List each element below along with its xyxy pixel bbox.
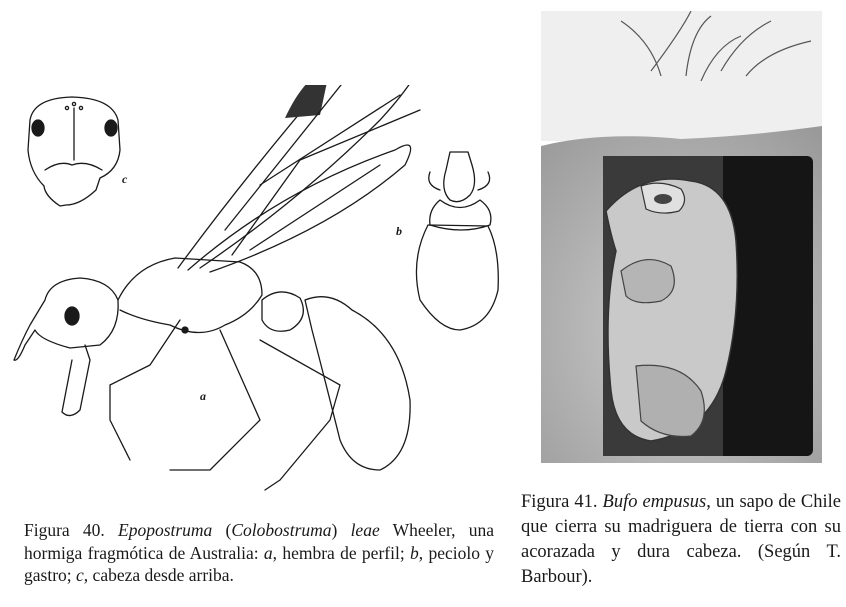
ant-wings-drawing bbox=[178, 85, 428, 272]
ant-body-profile-drawing bbox=[14, 258, 410, 490]
figure-40-caption: Figura 40. Epopostruma (Colobostruma) leae Wheeler, una hormiga fragmótica de Australia: a, hembra de perfil; b, peciolo y gastro; c, cabeza desde arriba. bbox=[24, 520, 495, 585]
figure-40-label-a: a bbox=[200, 389, 206, 403]
ant-petiole-gaster-drawing bbox=[416, 152, 498, 330]
figure-40-label-c: c bbox=[122, 172, 128, 186]
figure-41-toad-illustration bbox=[541, 11, 822, 463]
figure-41-caption: Figura 41. Bufo empusus, un sapo de Chile que cierra su madriguera de tierra con su acorazada y dura cabeza. (Según T. Barbour). bbox=[521, 492, 842, 587]
ant-head-top-view-drawing bbox=[28, 97, 120, 206]
figure-40-label-b: b bbox=[396, 224, 402, 238]
figure-40-ant-illustration bbox=[0, 85, 512, 510]
